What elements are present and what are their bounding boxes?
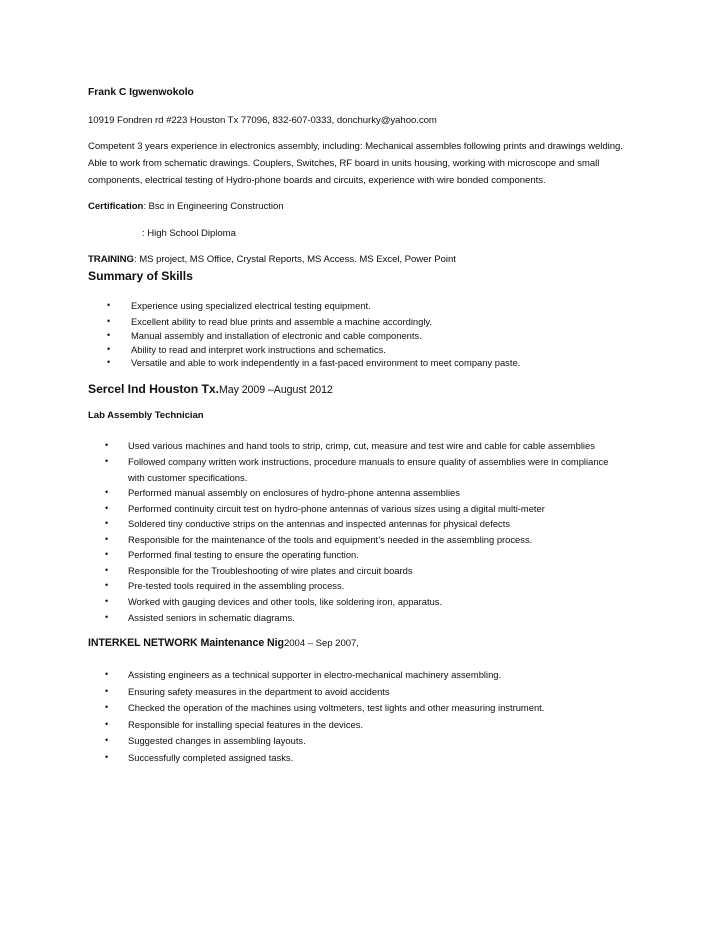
certification-second: : High School Diploma — [142, 228, 236, 239]
bullet-icon — [105, 503, 108, 513]
bullet-icon — [105, 752, 108, 762]
job2-dates: 2004 – Sep 2007, — [283, 638, 359, 649]
job1-dates: May 2009 –August 2012 — [218, 384, 333, 396]
bullet-icon — [105, 735, 108, 745]
bullet-icon — [105, 596, 108, 606]
bullet-icon — [105, 549, 108, 559]
bullet-icon — [107, 316, 110, 326]
candidate-name: Frank C Igwenwokolo — [88, 87, 194, 98]
job2-item: Successfully completed assigned tasks. — [128, 752, 294, 763]
job1-title: Lab Assembly Technician — [88, 410, 204, 421]
skill-item: Versatile and able to work independently in a fast-paced environment to meet company paste. — [131, 357, 521, 368]
skills-heading: Summary of Skills — [88, 269, 193, 283]
job1-item: Followed company written work instructions, procedure manuals to ensure quality of assemblies were in compliance — [128, 456, 609, 467]
bullet-icon — [107, 330, 110, 340]
skill-item: Experience using specialized electrical testing equipment. — [131, 300, 371, 311]
bullet-icon — [105, 719, 108, 729]
training-value: : MS project, MS Office, Crystal Reports, MS Access. MS Excel, Power Point — [133, 254, 456, 265]
bullet-icon — [105, 565, 108, 575]
job1-item: Soldered tiny conductive strips on the antennas and inspected antennas for physical defects — [128, 518, 511, 529]
job2-header — [88, 637, 359, 649]
bullet-icon — [105, 487, 108, 497]
bullet-icon — [105, 702, 108, 712]
job1-item: Responsible for the Troubleshooting of wire plates and circuit boards — [128, 565, 413, 576]
skill-item: Excellent ability to read blue prints and assemble a machine accordingly. — [131, 316, 433, 327]
job1-item: Assisted seniors in schematic diagrams. — [128, 612, 295, 623]
job2-item: Responsible for installing special features in the devices. — [128, 719, 364, 730]
bullet-icon — [105, 456, 108, 466]
bullet-icon — [107, 344, 110, 354]
certification-value: : Bsc in Engineering Construction — [143, 201, 284, 212]
summary-line: components, electrical testing of Hydro-phone boards and circuits, experience with wire bonded components. — [88, 175, 546, 186]
skill-item: Ability to read and interpret work instructions and schematics. — [131, 344, 386, 355]
bullet-icon — [105, 534, 108, 544]
contact-info: 10919 Fondren rd #223 Houston Tx 77096, 832-607-0333, donchurky@yahoo.com — [88, 115, 437, 126]
certification-line — [88, 201, 284, 212]
job2-company: INTERKEL NETWORK Maintenance Nig — [88, 637, 284, 649]
job2-item: Checked the operation of the machines using voltmeters, test lights and other measuring instrument. — [128, 702, 545, 713]
job2-item: Suggested changes in assembling layouts. — [128, 735, 306, 746]
job1-item: Worked with gauging devices and other tools, like soldering iron, apparatus. — [128, 596, 443, 607]
job1-item: Performed manual assembly on enclosures of hydro-phone antenna assemblies — [128, 487, 460, 498]
job2-item: Ensuring safety measures in the department to avoid accidents — [128, 686, 390, 697]
bullet-icon — [105, 686, 108, 696]
training-line — [88, 254, 456, 265]
job1-item: Performed final testing to ensure the operating function. — [128, 549, 359, 560]
bullet-icon — [105, 580, 108, 590]
bullet-icon — [105, 440, 108, 450]
training-label: TRAINING — [88, 254, 134, 265]
job1-item: Performed continuity circuit test on hydro-phone antennas of various sizes using a digital multi-meter — [128, 503, 545, 514]
job1-item: Used various machines and hand tools to strip, crimp, cut, measure and test wire and cable for cable assemblies — [128, 440, 595, 451]
job1-item: with customer specifications. — [128, 472, 248, 483]
job1-company: Sercel Ind Houston Tx. — [88, 382, 219, 396]
job2-item: Assisting engineers as a technical supporter in electro-mechanical machinery assembling. — [128, 669, 502, 680]
job1-item: Pre-tested tools required in the assembling process. — [128, 580, 345, 591]
certification-label: Certification — [88, 201, 144, 212]
skill-item: Manual assembly and installation of electronic and cable components. — [131, 330, 422, 341]
bullet-icon — [105, 518, 108, 528]
bullet-icon — [107, 300, 110, 310]
job1-header — [88, 382, 333, 396]
job1-item: Responsible for the maintenance of the tools and equipment’s needed in the assembling process. — [128, 534, 533, 545]
summary-line: Able to work from schematic drawings. Couplers, Switches, RF board in units housing, working with microscope and small — [88, 158, 600, 169]
bullet-icon — [105, 669, 108, 679]
bullet-icon — [107, 357, 110, 367]
summary-line: Competent 3 years experience in electronics assembly, including: Mechanical assembles following prints and drawings welding. — [88, 141, 623, 152]
bullet-icon — [105, 612, 108, 622]
